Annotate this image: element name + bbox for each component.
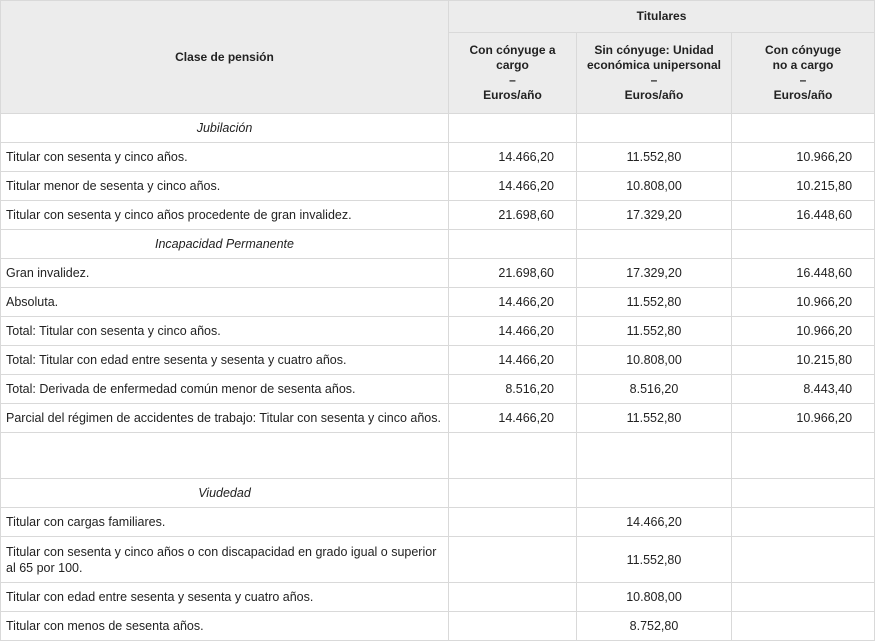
value-con-conyuge: 14.466,20 — [449, 317, 577, 346]
table-row — [1, 537, 875, 583]
value-con-conyuge: 14.466,20 — [449, 288, 577, 317]
section-title: Viudedad — [1, 479, 449, 508]
value-con-conyuge: 14.466,20 — [449, 404, 577, 433]
value-con-conyuge: 14.466,20 — [449, 172, 577, 201]
row-label: Absoluta. — [1, 288, 449, 317]
table-row — [1, 317, 875, 346]
value-sin-conyuge: 11.552,80 — [577, 317, 732, 346]
value-conyuge-no-cargo: 8.443,40 — [732, 375, 875, 404]
row-label: Titular con edad entre sesenta y sesenta y cuatro años. — [1, 583, 449, 612]
table-row — [1, 375, 875, 404]
value-con-conyuge: 14.466,20 — [449, 143, 577, 172]
section-row-jubilacion — [1, 114, 875, 143]
row-label: Parcial del régimen de accidentes de trabajo: Titular con sesenta y cinco años. — [1, 404, 449, 433]
row-label: Titular con cargas familiares. — [1, 508, 449, 537]
value-sin-conyuge: 17.329,20 — [577, 259, 732, 288]
value-conyuge-no-cargo: 10.966,20 — [732, 317, 875, 346]
table-row — [1, 143, 875, 172]
table-row — [1, 172, 875, 201]
row-label: Titular con sesenta y cinco años. — [1, 143, 449, 172]
header-sin-conyuge: Sin cónyuge: Unidad económica unipersonal – Euros/año — [577, 33, 732, 114]
header-titulares: Titulares — [449, 1, 875, 33]
table-row — [1, 404, 875, 433]
header-clase-pension: Clase de pensión — [1, 1, 449, 114]
value-conyuge-no-cargo: 10.966,20 — [732, 143, 875, 172]
header-con-conyuge-a-cargo: Con cónyuge a cargo – Euros/año — [449, 33, 577, 114]
value-conyuge-no-cargo: 10.966,20 — [732, 404, 875, 433]
table-row — [1, 612, 875, 641]
value-sin-conyuge: 11.552,80 — [577, 537, 732, 583]
value-sin-conyuge: 11.552,80 — [577, 404, 732, 433]
value-sin-conyuge — [577, 433, 732, 479]
value-con-conyuge — [449, 433, 577, 479]
table-row — [1, 201, 875, 230]
table-row — [1, 433, 875, 479]
table-row — [1, 583, 875, 612]
row-label: Titular menor de sesenta y cinco años. — [1, 172, 449, 201]
value-sin-conyuge: 10.808,00 — [577, 172, 732, 201]
value-con-conyuge: 21.698,60 — [449, 259, 577, 288]
table-row — [1, 259, 875, 288]
value-conyuge-no-cargo — [732, 433, 875, 479]
row-label — [1, 433, 449, 479]
value-sin-conyuge: 17.329,20 — [577, 201, 732, 230]
value-sin-conyuge: 11.552,80 — [577, 143, 732, 172]
value-sin-conyuge: 11.552,80 — [577, 288, 732, 317]
row-label: Titular con menos de sesenta años. — [1, 612, 449, 641]
row-label: Total: Titular con sesenta y cinco años. — [1, 317, 449, 346]
section-row-viudedad — [1, 479, 875, 508]
value-conyuge-no-cargo: 10.215,80 — [732, 346, 875, 375]
table-row — [1, 288, 875, 317]
value-sin-conyuge: 14.466,20 — [577, 508, 732, 537]
row-label: Total: Derivada de enfermedad común menor de sesenta años. — [1, 375, 449, 404]
row-label: Titular con sesenta y cinco años o con discapacidad en grado igual o superior al 65 por 100. — [1, 537, 449, 583]
table-row — [1, 346, 875, 375]
value-sin-conyuge: 10.808,00 — [577, 346, 732, 375]
row-label: Gran invalidez. — [1, 259, 449, 288]
value-con-conyuge: 8.516,20 — [449, 375, 577, 404]
value-conyuge-no-cargo: 10.215,80 — [732, 172, 875, 201]
value-conyuge-no-cargo: 16.448,60 — [732, 201, 875, 230]
value-sin-conyuge: 8.752,80 — [577, 612, 732, 641]
row-label: Total: Titular con edad entre sesenta y sesenta y cuatro años. — [1, 346, 449, 375]
table-row — [1, 508, 875, 537]
row-label: Titular con sesenta y cinco años procedente de gran invalidez. — [1, 201, 449, 230]
value-conyuge-no-cargo: 10.966,20 — [732, 288, 875, 317]
value-sin-conyuge: 8.516,20 — [577, 375, 732, 404]
section-title: Jubilación — [1, 114, 449, 143]
value-con-conyuge: 21.698,60 — [449, 201, 577, 230]
header-con-conyuge-no-a-cargo: Con cónyuge no a cargo – Euros/año — [732, 33, 875, 114]
value-con-conyuge: 14.466,20 — [449, 346, 577, 375]
section-title: Incapacidad Permanente — [1, 230, 449, 259]
value-sin-conyuge: 10.808,00 — [577, 583, 732, 612]
value-conyuge-no-cargo: 16.448,60 — [732, 259, 875, 288]
section-row-incapacidad — [1, 230, 875, 259]
